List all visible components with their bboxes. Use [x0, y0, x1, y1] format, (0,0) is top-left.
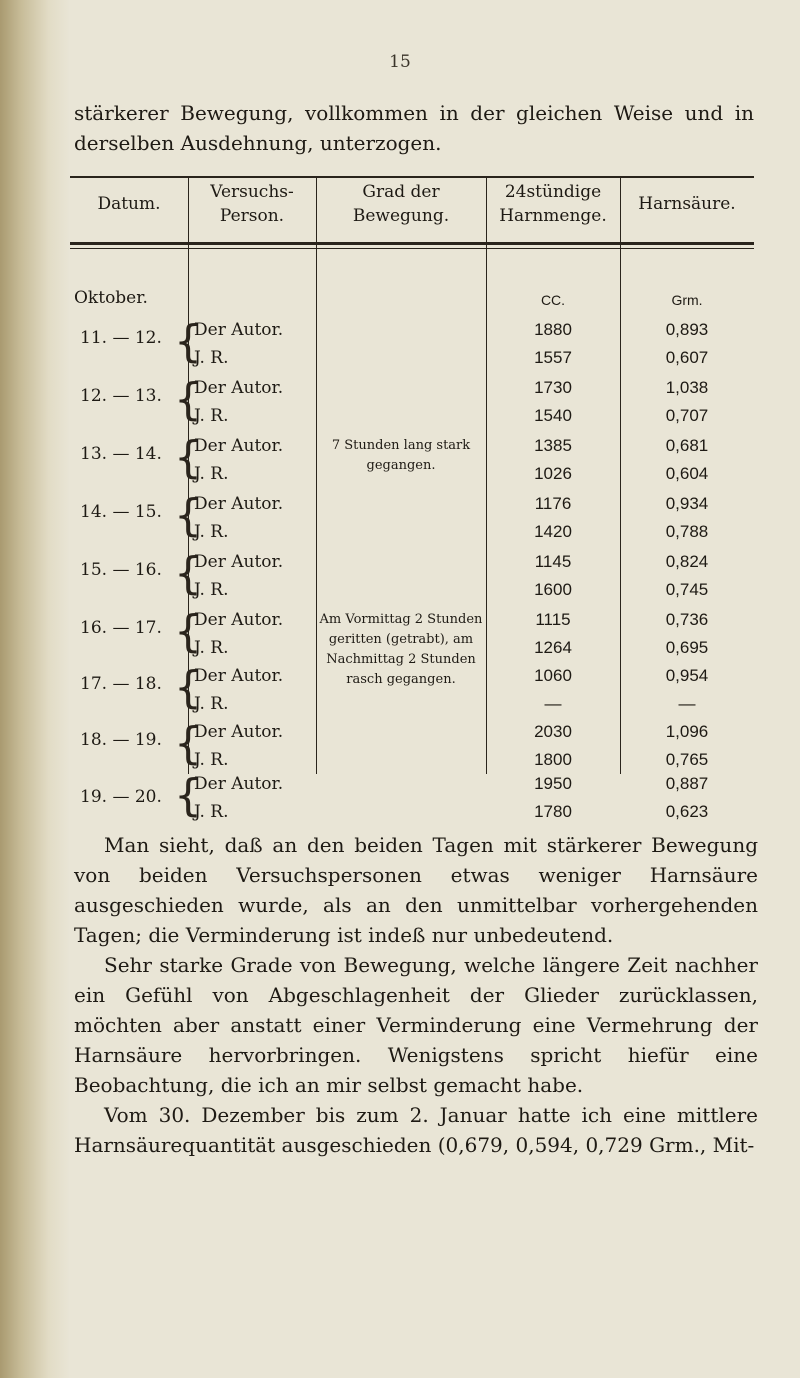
volume-2: 1600 — [534, 580, 572, 599]
acid-2: 0,788 — [665, 522, 709, 541]
unit-volume: CC. — [540, 292, 566, 308]
row-date: 17. — 18. — [80, 674, 162, 694]
header-bottom-rule-thin — [70, 248, 754, 249]
table-top-rule — [70, 176, 754, 178]
row-persons — [194, 316, 283, 372]
row-acids — [620, 374, 754, 430]
header-date: Datum. — [97, 194, 161, 214]
acid-2: — — [678, 694, 696, 713]
acid-1: 0,887 — [665, 774, 709, 793]
person-2: J. R. — [194, 406, 229, 426]
person-2: J. R. — [194, 694, 229, 714]
acid-2: 0,765 — [665, 750, 709, 769]
row-volumes — [486, 490, 620, 546]
person-2: J. R. — [194, 464, 229, 484]
book-spine-shadow — [0, 0, 70, 1378]
row-date: 18. — 19. — [80, 730, 162, 750]
person-2: J. R. — [194, 750, 229, 770]
volume-2: 1264 — [534, 638, 572, 657]
note-walk: 7 Stunden lang stark gegangen. — [331, 438, 471, 473]
table-row — [70, 546, 754, 606]
person-1: Der Autor. — [194, 722, 284, 742]
row-persons — [194, 548, 283, 604]
volume-2: 1026 — [534, 464, 572, 483]
row-volumes — [486, 662, 620, 718]
row-acids — [620, 490, 754, 546]
row-acids — [620, 770, 754, 826]
table-row — [70, 430, 754, 490]
header-person: Versuchs-Person. — [210, 182, 294, 226]
person-1: Der Autor. — [194, 666, 284, 686]
person-2: J. R. — [194, 522, 229, 542]
row-date: 19. — 20. — [80, 787, 162, 807]
note-ride: Am Vormittag 2 Stunden geritten (getrabt), am Nachmittag 2 Stunden rasch gegangen. — [319, 612, 483, 687]
person-1: Der Autor. — [194, 610, 284, 630]
table-row-last — [70, 768, 754, 828]
month-label: Oktober. — [74, 288, 148, 308]
row-acids — [620, 606, 754, 662]
row-persons — [194, 374, 283, 430]
volume-2: 1420 — [534, 522, 572, 541]
volume-1: 1060 — [534, 666, 572, 685]
data-table — [70, 176, 754, 776]
person-1: Der Autor. — [194, 436, 284, 456]
acid-2: 0,623 — [665, 802, 709, 821]
acid-1: 0,954 — [665, 666, 709, 685]
acid-1: 0,893 — [665, 320, 709, 339]
brace-icon: { — [174, 662, 202, 713]
brace-icon: { — [174, 316, 202, 367]
person-2: J. R. — [194, 802, 229, 822]
unit-acid: Grm. — [671, 292, 703, 308]
row-volumes — [486, 718, 620, 774]
volume-2: 1800 — [534, 750, 572, 769]
volume-1: 2030 — [534, 722, 572, 741]
row-volumes — [486, 316, 620, 372]
acid-2: 0,745 — [665, 580, 709, 599]
table-row — [70, 716, 754, 776]
row-acids — [620, 662, 754, 718]
person-2: J. R. — [194, 348, 229, 368]
acid-2: 0,707 — [665, 406, 709, 425]
row-date: 16. — 17. — [80, 618, 162, 638]
paragraph: Man sieht, daß an den beiden Tagen mit stärkerer Bewegung von beiden Versuchspersonen etwas weniger Harnsäure ausgeschieden wurde, als an den unmittelbar vorhergehenden Tagen; die Verminderung ist indeß nur unbedeutend. — [74, 833, 758, 947]
brace-icon: { — [174, 374, 202, 425]
volume-1: 1730 — [534, 378, 572, 397]
acid-1: 0,736 — [665, 610, 709, 629]
row-volumes — [486, 432, 620, 488]
row-volumes — [486, 770, 620, 826]
brace-icon: { — [174, 770, 202, 821]
row-acids — [620, 548, 754, 604]
person-1: Der Autor. — [194, 774, 284, 794]
row-acids — [620, 718, 754, 774]
volume-2: 1540 — [534, 406, 572, 425]
volume-2: — — [544, 694, 562, 713]
brace-icon: { — [174, 606, 202, 657]
brace-icon: { — [174, 432, 202, 483]
row-date: 14. — 15. — [80, 502, 162, 522]
table-row — [70, 314, 754, 374]
acid-2: 0,604 — [665, 464, 709, 483]
brace-icon: { — [174, 490, 202, 541]
row-persons — [194, 432, 283, 488]
person-1: Der Autor. — [194, 378, 284, 398]
volume-2: 1557 — [534, 348, 572, 367]
person-1: Der Autor. — [194, 494, 284, 514]
brace-icon: { — [174, 548, 202, 599]
volume-1: 1385 — [534, 436, 572, 455]
page-number: 15 — [389, 52, 411, 72]
brace-icon: { — [174, 718, 202, 769]
row-persons — [194, 662, 283, 718]
row-persons — [194, 718, 283, 774]
volume-1: 1176 — [534, 494, 572, 513]
body-text — [74, 770, 758, 1160]
volume-2: 1780 — [534, 802, 572, 821]
header-volume: 24stündige Harnmenge. — [499, 182, 607, 226]
acid-1: 0,824 — [665, 552, 709, 571]
acid-1: 1,038 — [665, 378, 709, 397]
person-2: J. R. — [194, 638, 229, 658]
row-persons — [194, 770, 283, 826]
table-row — [70, 660, 754, 720]
acid-1: 0,681 — [665, 436, 709, 455]
row-acids — [620, 316, 754, 372]
volume-1: 1950 — [534, 774, 572, 793]
acid-2: 0,607 — [665, 348, 709, 367]
row-volumes — [486, 548, 620, 604]
paragraph: Vom 30. Dezember bis zum 2. Januar hatte ich eine mittlere Harnsäurequantität ausgeschieden (0,679, 0,594, 0,729 Grm., Mit- — [74, 1103, 758, 1157]
row-volumes — [486, 606, 620, 662]
person-1: Der Autor. — [194, 552, 284, 572]
acid-1: 1,096 — [665, 722, 709, 741]
acid-2: 0,695 — [665, 638, 709, 657]
row-persons — [194, 606, 283, 662]
header-bottom-rule — [70, 242, 754, 245]
person-2: J. R. — [194, 580, 229, 600]
table-row — [70, 488, 754, 548]
header-degree: Grad der Bewegung. — [352, 182, 450, 226]
volume-1: 1880 — [534, 320, 572, 339]
person-1: Der Autor. — [194, 320, 284, 340]
table-row — [70, 372, 754, 432]
row-persons — [194, 490, 283, 546]
header-acid: Harnsäure. — [638, 194, 736, 214]
row-date: 15. — 16. — [80, 560, 162, 580]
row-date: 13. — 14. — [80, 444, 162, 464]
row-date: 12. — 13. — [80, 386, 162, 406]
paragraph: Sehr starke Grade von Bewegung, welche längere Zeit nachher ein Gefühl von Abgeschlagenheit der Glieder zurücklassen, möchten aber anstatt einer Verminderung eine Vermehrung der Harnsäure hervorbringen. Wenigstens spricht hiefür eine Beobachtung, die ich an mir selbst gemacht habe. — [74, 953, 758, 1097]
volume-1: 1145 — [534, 552, 572, 571]
row-date: 11. — 12. — [80, 328, 162, 348]
intro-text: stärkerer Bewegung, vollkommen in der gleichen Weise und in derselben Ausdehnung, unterzogen. — [74, 101, 754, 155]
row-acids — [620, 432, 754, 488]
volume-1: 1115 — [535, 610, 571, 629]
row-volumes — [486, 374, 620, 430]
acid-1: 0,934 — [665, 494, 709, 513]
